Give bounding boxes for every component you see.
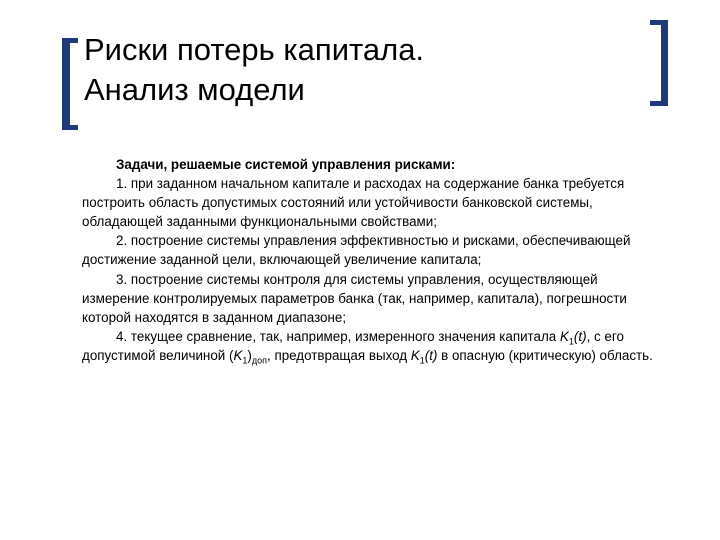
task-item-1: 1. при заданном начальном капитале и расходах на содержание банка требуется построить область допустимых состояний или устойчивости банковской системы, обладающей заданными функциональными свойствами; (82, 176, 625, 230)
left-bracket-top (62, 38, 78, 43)
item4-sub4: 1 (419, 355, 425, 366)
item4-k2: K (233, 347, 243, 363)
task-item-3: 3. построение системы контроля для системы управления, осуществляющей измерение контролируемых параметров банка (так, например, капитала), погрешности которой находятся в заданном диапазоне; (82, 271, 627, 325)
item4-sub3: доп (251, 355, 267, 366)
title-line-1: Риски потерь капитала. (84, 32, 425, 67)
task-item-2: 2. построение системы управления эффективностью и рисками, обеспечивающей достижение заданной цели, включающей увеличение капитала; (82, 233, 631, 268)
item4-k1: K (559, 328, 569, 344)
right-bracket-vertical (661, 20, 668, 106)
item4-text-3: ) (247, 347, 252, 363)
task-item-4 (82, 327, 662, 365)
item4-text-2: , с его допустимой величиной ( (82, 328, 624, 363)
left-bracket-bottom (62, 125, 78, 130)
tasks-heading: Задачи, решаемые системой управления рисками: (116, 157, 456, 172)
item4-text-1: 4. текущее сравнение, так, например, измеренного значения капитала (116, 328, 560, 344)
item4-text-4: , предотвращая выход (267, 347, 411, 363)
slide-body (82, 155, 662, 365)
item4-text-5: в опасную (критическую) область. (437, 347, 653, 363)
item4-sub1: 1 (568, 336, 574, 347)
title-line-2: Анализ модели (84, 72, 305, 107)
slide-title (84, 30, 644, 110)
item4-t1: (t) (573, 328, 587, 344)
item4-sub2: 1 (242, 355, 248, 366)
left-bracket-vertical (62, 38, 70, 130)
item4-k3: K (410, 347, 420, 363)
right-bracket-top (650, 20, 668, 25)
right-bracket-bottom (650, 101, 668, 106)
item4-t2: (t) (424, 347, 438, 363)
